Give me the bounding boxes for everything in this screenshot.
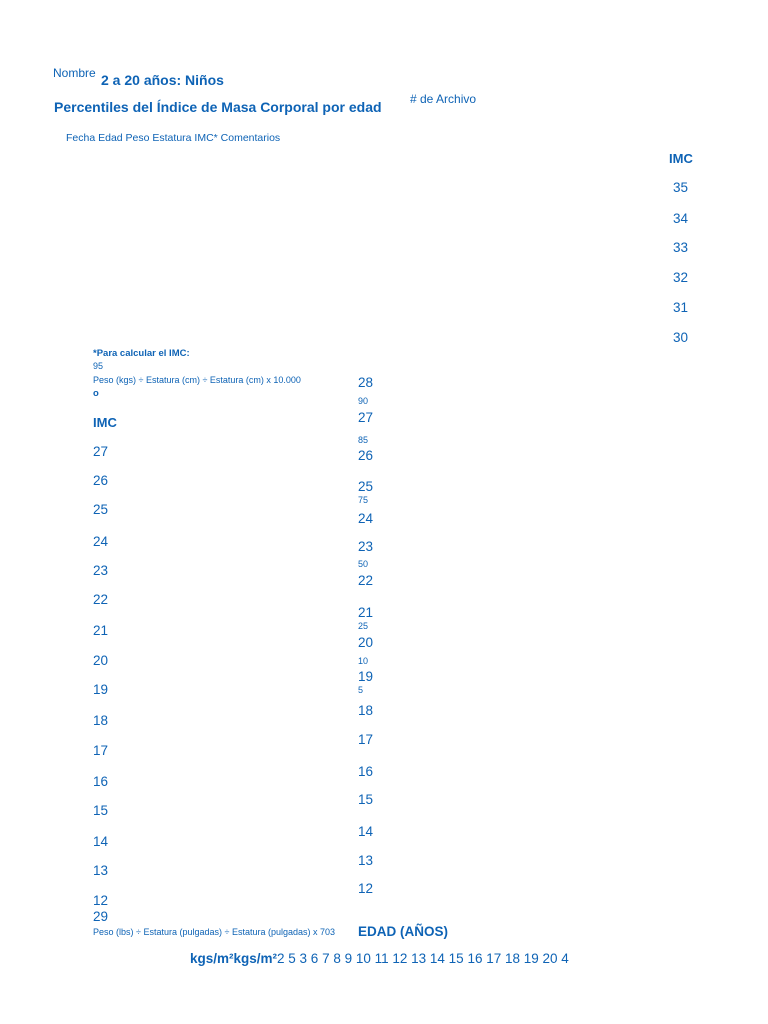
left-imc-value: 23 bbox=[93, 563, 109, 578]
percentile-label: 85 bbox=[358, 435, 369, 445]
formula-imperial: Peso (lbs) ÷ Estatura (pulgadas) ÷ Estatura (pulgadas) x 703 bbox=[93, 927, 335, 937]
right-imc-value: 32 bbox=[673, 270, 689, 285]
right-imc-value: 31 bbox=[673, 300, 689, 315]
x-axis-title: EDAD (AÑOS) bbox=[358, 924, 448, 939]
right-imc-value: 34 bbox=[673, 211, 689, 226]
middle-imc-value: 22 bbox=[358, 573, 374, 588]
middle-imc-value: 27 bbox=[358, 410, 374, 425]
x-axis-ticks bbox=[190, 952, 569, 966]
percentile-label: 50 bbox=[358, 559, 369, 569]
middle-imc-value: 19 bbox=[358, 669, 374, 684]
left-imc-heading: IMC bbox=[93, 415, 117, 430]
middle-imc-value: 15 bbox=[358, 792, 374, 807]
left-imc-value: 17 bbox=[93, 743, 109, 758]
left-imc-value: 13 bbox=[93, 863, 109, 878]
left-imc-value: 20 bbox=[93, 653, 109, 668]
middle-imc-value: 26 bbox=[358, 448, 374, 463]
middle-imc-value: 13 bbox=[358, 853, 374, 868]
middle-imc-value: 28 bbox=[358, 375, 374, 390]
chart-title: Percentiles del Índice de Masa Corporal por edad bbox=[54, 99, 382, 115]
middle-imc-value: 17 bbox=[358, 732, 374, 747]
chart-title-age-range: 2 a 20 años: Niños bbox=[101, 72, 224, 88]
middle-imc-value: 18 bbox=[358, 703, 374, 718]
percentile-95-label: 95 bbox=[93, 361, 104, 371]
left-imc-value: 22 bbox=[93, 592, 109, 607]
left-imc-value: 12 bbox=[93, 893, 109, 908]
middle-imc-value: 25 bbox=[358, 479, 374, 494]
formula-or: o bbox=[93, 388, 99, 399]
percentile-label: 90 bbox=[358, 396, 369, 406]
x-axis-tick-labels: 2 5 3 6 7 8 9 10 11 12 13 14 15 16 17 18 19 20 4 bbox=[277, 951, 569, 966]
percentile-label: 25 bbox=[358, 621, 369, 631]
middle-imc-value: 24 bbox=[358, 511, 374, 526]
percentile-label: 75 bbox=[358, 495, 369, 505]
formula-title: *Para calcular el IMC: bbox=[93, 348, 190, 359]
left-imc-value: 18 bbox=[93, 713, 109, 728]
left-imc-value: 14 bbox=[93, 834, 109, 849]
formula-metric: Peso (kgs) ÷ Estatura (cm) ÷ Estatura (cm) x 10.000 bbox=[93, 375, 301, 385]
middle-imc-value: 20 bbox=[358, 635, 374, 650]
x-axis-units: kgs/m²kgs/m² bbox=[190, 951, 278, 966]
left-imc-value: 26 bbox=[93, 473, 109, 488]
left-imc-value: 29 bbox=[93, 909, 109, 924]
left-imc-value: 25 bbox=[93, 502, 109, 517]
left-imc-value: 16 bbox=[93, 774, 109, 789]
left-imc-value: 24 bbox=[93, 534, 109, 549]
middle-imc-value: 23 bbox=[358, 539, 374, 554]
percentile-label: 5 bbox=[358, 685, 364, 695]
right-imc-heading: IMC bbox=[669, 151, 693, 166]
right-imc-value: 30 bbox=[673, 330, 689, 345]
left-imc-value: 15 bbox=[93, 803, 109, 818]
middle-imc-value: 21 bbox=[358, 605, 374, 620]
left-imc-value: 19 bbox=[93, 682, 109, 697]
middle-imc-value: 16 bbox=[358, 764, 374, 779]
nombre-label: Nombre bbox=[53, 66, 96, 80]
percentile-label: 10 bbox=[358, 656, 369, 666]
left-imc-value: 21 bbox=[93, 623, 109, 638]
middle-imc-value: 12 bbox=[358, 881, 374, 896]
record-table-header: Fecha Edad Peso Estatura IMC* Comentarios bbox=[66, 132, 281, 144]
middle-imc-value: 14 bbox=[358, 824, 374, 839]
right-imc-value: 35 bbox=[673, 180, 689, 195]
archivo-label: # de Archivo bbox=[410, 92, 477, 106]
left-imc-value: 27 bbox=[93, 444, 109, 459]
right-imc-value: 33 bbox=[673, 240, 689, 255]
